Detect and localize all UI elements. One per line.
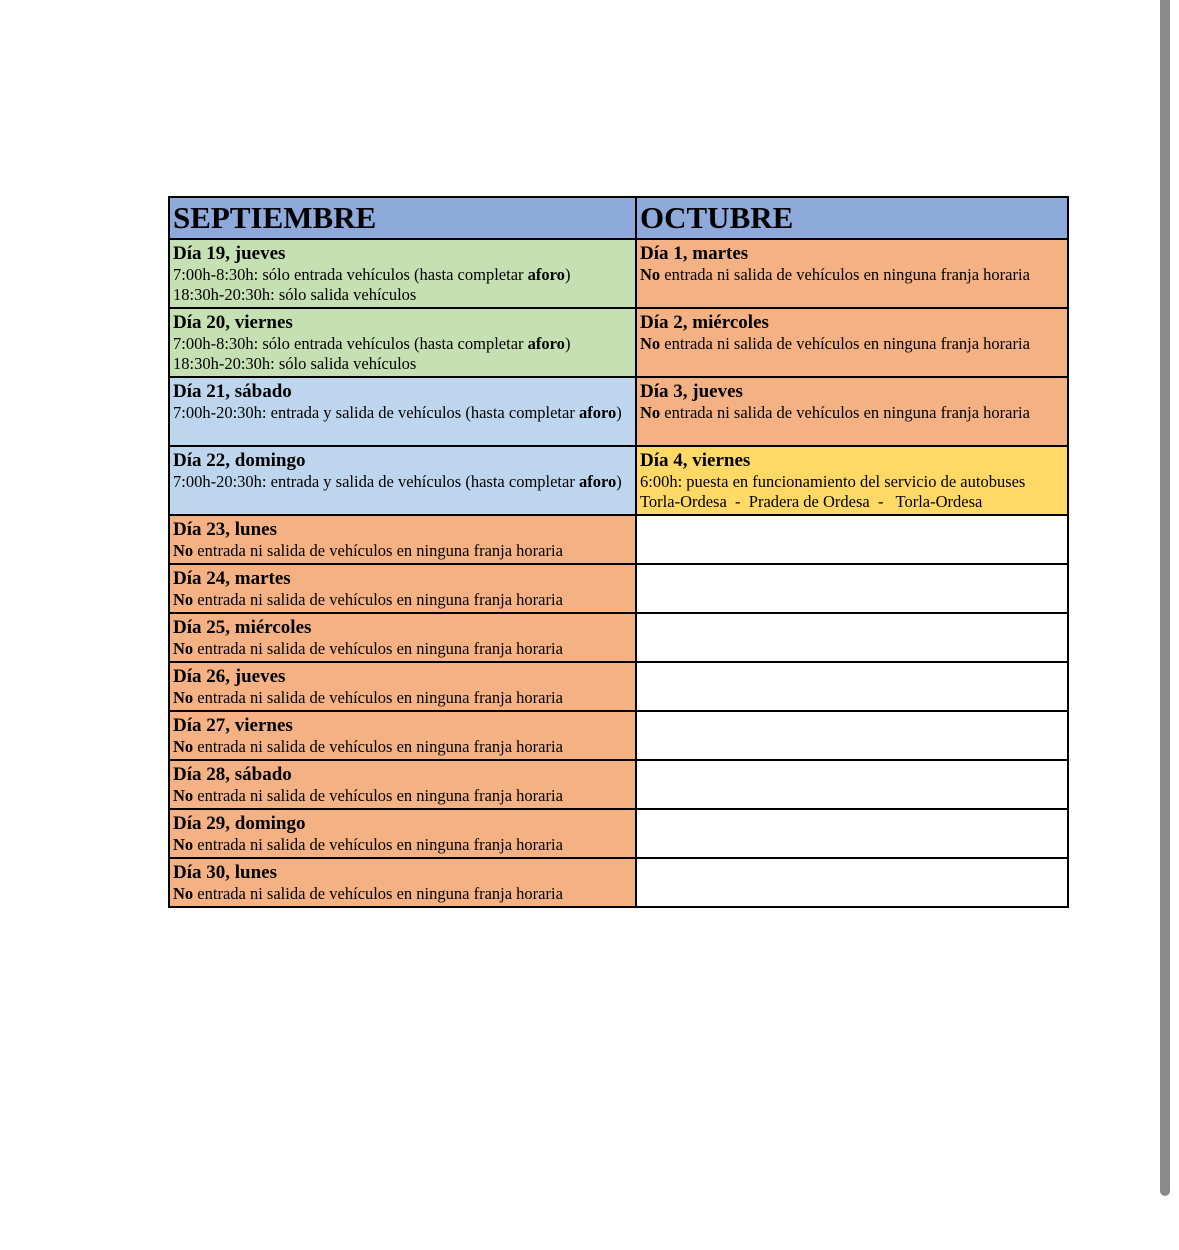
schedule-cell bbox=[636, 446, 1068, 515]
schedule-text bbox=[173, 472, 632, 492]
schedule-text: 6:00h: puesta en funcionamiento del servicio de autobuses bbox=[640, 472, 1026, 491]
empty-cell bbox=[636, 662, 1068, 711]
no-label: No bbox=[173, 590, 194, 609]
table-row bbox=[169, 711, 1068, 760]
schedule-text-part: ) bbox=[564, 265, 571, 284]
empty-cell bbox=[636, 564, 1068, 613]
no-label: No bbox=[640, 334, 661, 353]
schedule-table bbox=[168, 196, 1069, 908]
no-label: No bbox=[640, 403, 661, 422]
table-row bbox=[169, 662, 1068, 711]
schedule-text bbox=[640, 334, 1064, 354]
no-label: No bbox=[640, 265, 661, 284]
table-row bbox=[169, 239, 1068, 308]
no-label: No bbox=[173, 688, 194, 707]
aforo-label: aforo bbox=[527, 265, 565, 284]
day-label: Día 1, martes bbox=[640, 243, 749, 264]
day-label: Día 28, sábado bbox=[173, 764, 292, 785]
schedule-cell bbox=[169, 711, 636, 760]
schedule-cell bbox=[169, 809, 636, 858]
header-row bbox=[169, 197, 1068, 239]
schedule-text bbox=[173, 835, 632, 855]
schedule-text-part: ) bbox=[564, 334, 571, 353]
schedule-text bbox=[173, 737, 632, 757]
empty-cell bbox=[636, 613, 1068, 662]
schedule-text-part: 7:00h-20:30h: entrada y salida de vehículos (hasta completar bbox=[173, 472, 579, 491]
schedule-cell bbox=[169, 613, 636, 662]
schedule-cell bbox=[169, 662, 636, 711]
schedule-text bbox=[173, 688, 632, 708]
schedule-text-part: 7:00h-20:30h: entrada y salida de vehículos (hasta completar bbox=[173, 403, 579, 422]
table-row bbox=[169, 377, 1068, 446]
no-label: No bbox=[173, 541, 194, 560]
month-header-octubre: OCTUBRE bbox=[636, 197, 1068, 239]
day-label: Día 22, domingo bbox=[173, 450, 306, 471]
no-label: No bbox=[173, 639, 194, 658]
schedule-text: 18:30h-20:30h: sólo salida vehículos bbox=[173, 354, 417, 373]
schedule-cell bbox=[169, 564, 636, 613]
empty-cell bbox=[636, 809, 1068, 858]
schedule-text-part: entrada ni salida de vehículos en ninguna franja horaria bbox=[193, 786, 563, 805]
schedule-cell bbox=[169, 377, 636, 446]
schedule-text bbox=[640, 265, 1064, 285]
schedule-text-part: entrada ni salida de vehículos en ninguna franja horaria bbox=[193, 541, 563, 560]
day-label: Día 24, martes bbox=[173, 568, 291, 589]
schedule-text: Torla-Ordesa - Pradera de Ordesa - Torla-Ordesa bbox=[640, 492, 983, 511]
schedule-text bbox=[173, 334, 632, 354]
schedule-text-part: entrada ni salida de vehículos en ninguna franja horaria bbox=[193, 639, 563, 658]
schedule-text-part: entrada ni salida de vehículos en ninguna franja horaria bbox=[660, 265, 1030, 284]
schedule-cell bbox=[169, 858, 636, 907]
schedule-cell bbox=[169, 239, 636, 308]
table-row bbox=[169, 446, 1068, 515]
table-row bbox=[169, 809, 1068, 858]
day-label: Día 3, jueves bbox=[640, 381, 743, 402]
no-label: No bbox=[173, 835, 194, 854]
schedule-text: 18:30h-20:30h: sólo salida vehículos bbox=[173, 285, 417, 304]
aforo-label: aforo bbox=[527, 334, 565, 353]
table-row bbox=[169, 858, 1068, 907]
schedule-cell bbox=[636, 239, 1068, 308]
schedule-cell bbox=[636, 308, 1068, 377]
day-label: Día 30, lunes bbox=[173, 862, 277, 883]
no-label: No bbox=[173, 737, 194, 756]
schedule-text-part: 7:00h-8:30h: sólo entrada vehículos (hasta completar bbox=[173, 265, 528, 284]
empty-cell bbox=[636, 515, 1068, 564]
day-label: Día 25, miércoles bbox=[173, 617, 312, 638]
empty-cell bbox=[636, 760, 1068, 809]
empty-cell bbox=[636, 858, 1068, 907]
day-label: Día 2, miércoles bbox=[640, 312, 769, 333]
schedule-text-part: entrada ni salida de vehículos en ninguna franja horaria bbox=[660, 403, 1030, 422]
schedule-cell bbox=[169, 760, 636, 809]
day-label: Día 4, viernes bbox=[640, 450, 751, 471]
schedule-text bbox=[640, 403, 1064, 423]
schedule-cell bbox=[169, 446, 636, 515]
aforo-label: aforo bbox=[578, 472, 617, 491]
schedule-text bbox=[173, 590, 632, 610]
aforo-label: aforo bbox=[578, 403, 617, 422]
schedule-text bbox=[173, 884, 632, 904]
day-label: Día 20, viernes bbox=[173, 312, 293, 333]
schedule-text-part: entrada ni salida de vehículos en ninguna franja horaria bbox=[193, 737, 563, 756]
schedule-text-part: entrada ni salida de vehículos en ninguna franja horaria bbox=[193, 688, 563, 707]
day-label: Día 21, sábado bbox=[173, 381, 292, 402]
schedule-text-part: entrada ni salida de vehículos en ninguna franja horaria bbox=[193, 884, 563, 903]
schedule-text bbox=[173, 265, 632, 285]
schedule-text bbox=[173, 541, 632, 561]
schedule-text bbox=[173, 639, 632, 659]
day-label: Día 23, lunes bbox=[173, 519, 277, 540]
day-label: Día 27, viernes bbox=[173, 715, 293, 736]
empty-cell bbox=[636, 711, 1068, 760]
schedule-cell bbox=[636, 377, 1068, 446]
table-row bbox=[169, 564, 1068, 613]
table-row bbox=[169, 613, 1068, 662]
schedule-text-part: entrada ni salida de vehículos en ninguna franja horaria bbox=[660, 334, 1030, 353]
no-label: No bbox=[173, 884, 194, 903]
table-row bbox=[169, 515, 1068, 564]
day-label: Día 29, domingo bbox=[173, 813, 306, 834]
schedule-text-part: ) bbox=[616, 403, 622, 422]
schedule-text-part: entrada ni salida de vehículos en ninguna franja horaria bbox=[193, 835, 563, 854]
no-label: No bbox=[173, 786, 194, 805]
day-label: Día 19, jueves bbox=[173, 243, 286, 264]
schedule-cell bbox=[169, 515, 636, 564]
schedule-text-part: entrada ni salida de vehículos en ninguna franja horaria bbox=[193, 590, 563, 609]
table-row bbox=[169, 760, 1068, 809]
schedule-cell bbox=[169, 308, 636, 377]
month-header-septiembre: SEPTIEMBRE bbox=[169, 197, 636, 239]
schedule-text bbox=[173, 403, 632, 423]
schedule-text-part: ) bbox=[616, 472, 622, 491]
schedule-text-part: 7:00h-8:30h: sólo entrada vehículos (hasta completar bbox=[173, 334, 528, 353]
table-row bbox=[169, 308, 1068, 377]
scrollbar[interactable] bbox=[1160, 0, 1170, 1196]
day-label: Día 26, jueves bbox=[173, 666, 286, 687]
schedule-text bbox=[173, 786, 632, 806]
